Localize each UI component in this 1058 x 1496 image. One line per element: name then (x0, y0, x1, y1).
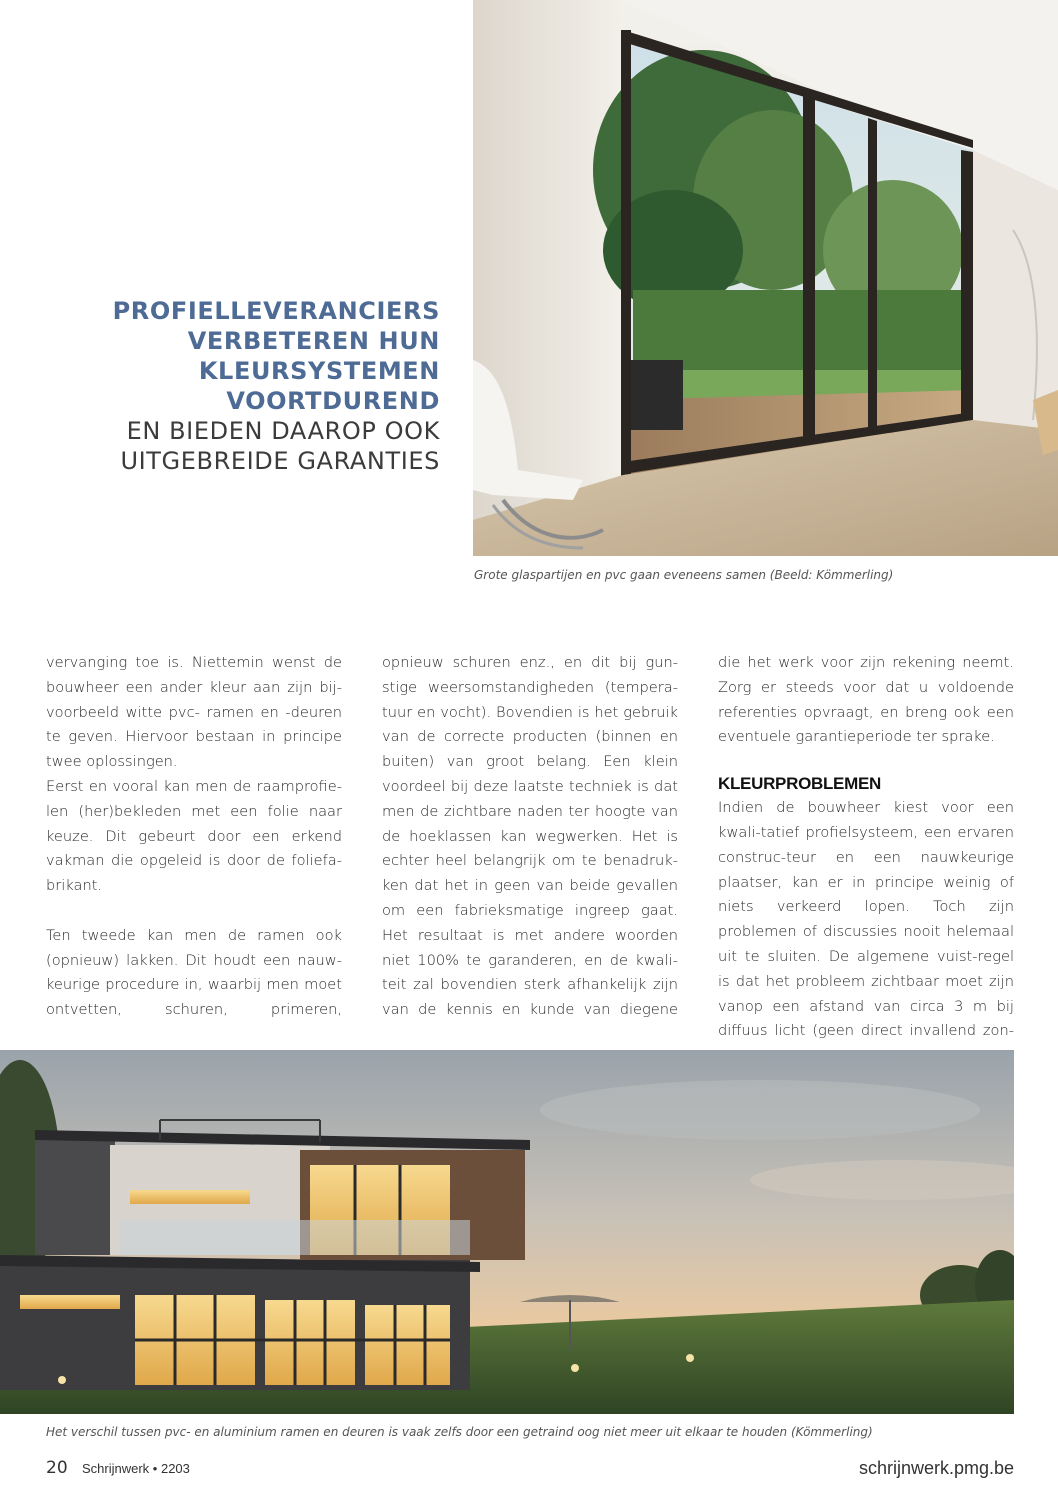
paragraph: opnieuw schuren enz., en dit bij gun-stige weersomstandigheden (tempera-tuur en vocht). Bovendien is het gebruik van de correcte producten (binnen en buiten) van groot belang. Een klein voordeel bij deze laatste techniek is dat men de zichtbare naden ter hoogte van de hoeklassen kan wegwerken. Het is echter heel belangrijk om te benadruk-ken dat het in geen van beide gevallen om een fabrieksmatige ingreep gaat. Het resultaat is met andere woorden niet 100% te garanderen, en de kwali-teit zal bovendien sterk afhankelijk zijn van de kennis en kunde van diegene (382, 654, 678, 1019)
paragraph: Ten tweede kan men de ramen ook (opnieuw) lakken. Dit houdt een nauw-keurige procedure in, waarbij men moet ontvetten, schuren, primeren, (46, 926, 342, 1019)
paragraph: vervanging toe is. Niettemin wenst de bouwheer een ander kleur aan zijn bij-voorbeeld witte pvc- ramen en -deuren te geven. Hiervoor bestaan in principe twee oplossingen. (46, 654, 342, 771)
house-illustration (0, 1050, 1014, 1414)
photo-modern-house-dusk (0, 1050, 1014, 1414)
caption-bottom-photo: Het verschil tussen pvc- en aluminium ramen en deuren is vaak zelfs door een getraind oog niet meer uit elkaar te houden (Kömmerling) (46, 1425, 873, 1439)
interior-illustration (473, 0, 1058, 556)
pull-quote-line: VOORTDUREND (226, 387, 440, 415)
caption-top-photo: Grote glaspartijen en pvc gaan eveneens samen (Beeld: Kömmerling) (474, 568, 894, 582)
paragraph: die het werk voor zijn rekening neemt. Zorg er steeds voor dat u voldoende referenties opvraagt, en breng ook een eventuele garantieperiode ter sprake. (718, 654, 1014, 746)
pull-quote-line: UITGEBREIDE GARANTIES (120, 447, 440, 475)
pull-quote-line: VERBETEREN HUN (187, 327, 440, 355)
paragraph: Indien de bouwheer kiest voor een kwali-tatief profielsysteem, een ervaren construc-teur en een nauwkeurige plaatser, kan er in principe weinig of niets verkeerd lopen. Toch zijn problemen of discussies nooit helemaal uit te sluiten. De algemene vuist-regel is dat het probleem zichtbaar moet zijn vanop een afstand van circa 3 m bij diffuus licht (geen direct invallend zon- (718, 799, 1014, 1040)
page-footer (46, 1458, 1014, 1482)
pull-quote-line: PROFIELLEVERANCIERS (112, 297, 440, 325)
photo-interior-sliding-doors (473, 0, 1058, 556)
paragraph: Eerst en vooral kan men de raamprofie-len (her)bekleden met een folie naar keuze. Dit gebeurt door een erkend vakman die opgeleid is door de foliefa-brikant. (46, 777, 342, 895)
pull-quote-line: EN BIEDEN DAAROP OOK (126, 417, 440, 445)
page-number: 20 (46, 1458, 68, 1478)
text-column-2 (382, 651, 678, 1023)
pull-quote (60, 296, 440, 476)
text-column-3 (718, 651, 1014, 1044)
website-url: schrijnwerk.pmg.be (858, 1458, 1014, 1478)
text-column-1 (46, 651, 342, 1023)
pull-quote-line: KLEURSYSTEMEN (198, 357, 440, 385)
publication-name: Schrijnwerk • 2203 (82, 1461, 190, 1476)
section-heading: KLEURPROBLEMEN (718, 774, 881, 794)
